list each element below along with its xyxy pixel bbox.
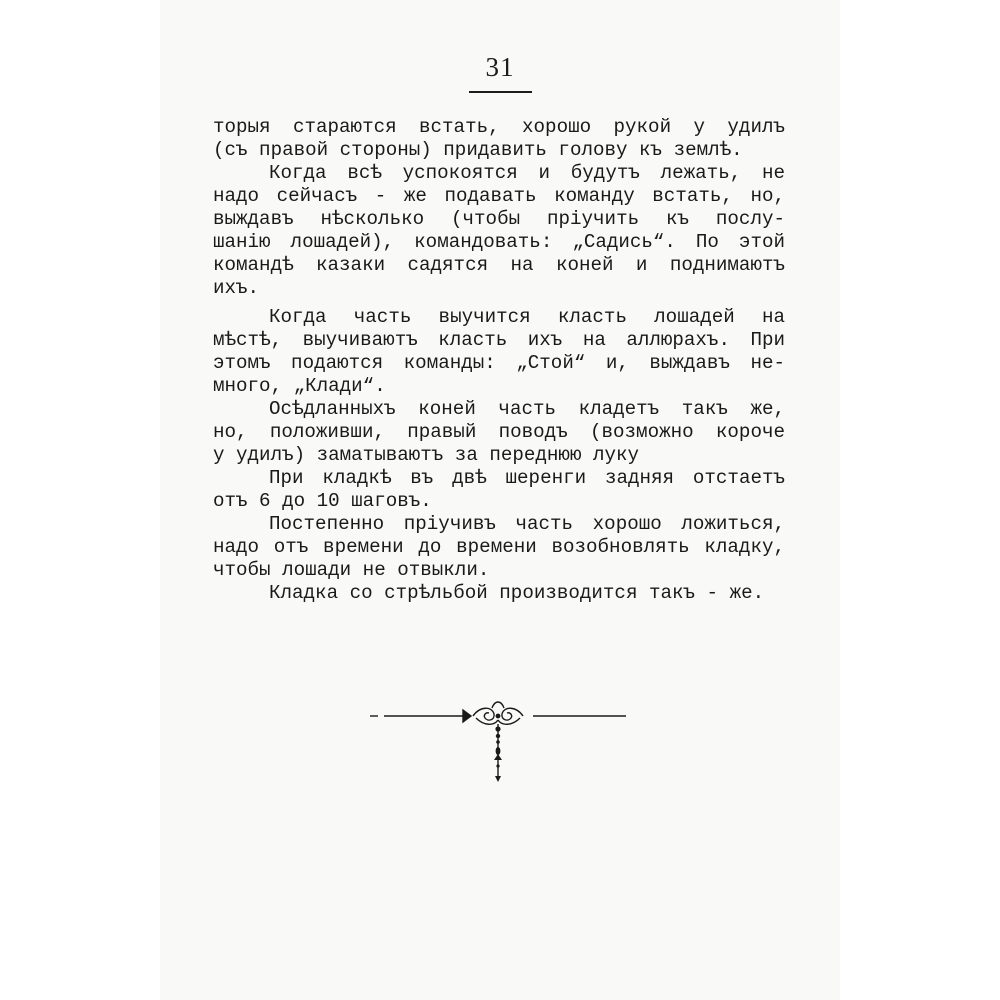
body-text: [213, 116, 785, 605]
text-line: много, „Клади“.: [213, 375, 386, 397]
tailpiece-ornament-icon: [368, 696, 632, 786]
paragraph: [213, 398, 785, 467]
text-line: командѣ казаки садятся на коней и поднимаютъ: [213, 254, 785, 276]
text-line: надо отъ времени до времени возобновлять кладку,: [213, 536, 785, 558]
paragraph: [213, 306, 785, 398]
text-line: ихъ.: [213, 277, 260, 299]
text-line: Кладка со стрѣльбой производится такъ - же.: [269, 582, 765, 604]
text-line: торыя стараются встать, хорошо рукой у удилъ: [213, 116, 785, 138]
paragraph: [213, 467, 785, 513]
text-line: Постепенно пріучивъ часть хорошо ложиться,: [269, 513, 785, 535]
page-number: 31: [485, 52, 515, 82]
text-line: отъ 6 до 10 шаговъ.: [213, 490, 432, 512]
text-line: этомъ подаются команды: „Стой“ и, выждавъ не-: [213, 352, 785, 374]
text-line: надо сейчасъ - же подавать команду встать, но,: [213, 185, 785, 207]
text-line: Осѣдланныхъ коней часть кладетъ такъ же,: [269, 398, 785, 420]
paragraph: [213, 162, 785, 300]
paragraph: [213, 513, 785, 582]
text-line: При кладкѣ въ двѣ шеренги задняя отстаетъ: [269, 467, 785, 489]
paragraph: [213, 582, 785, 605]
text-line: но, положивши, правый поводъ (возможно короче: [213, 421, 785, 443]
text-line: выждавъ нѣсколько (чтобы пріучить къ послу-: [213, 208, 785, 230]
text-line: (съ правой стороны) придавить голову къ землѣ.: [213, 139, 743, 161]
text-line: Когда всѣ успокоятся и будутъ лежать, не: [269, 162, 785, 184]
paragraph: [213, 116, 785, 162]
text-line: у удилъ) заматываютъ за переднюю луку: [213, 444, 640, 466]
text-line: мѣстѣ, выучиваютъ класть ихъ на аллюрахъ. При: [213, 329, 785, 351]
page-number-underline: [469, 91, 532, 93]
text-line: чтобы лошади не отвыкли.: [213, 559, 490, 581]
text-line: Когда часть выучится класть лошадей на: [269, 306, 785, 328]
text-line: шанію лошадей), командовать: „Садись“. По этой: [213, 231, 785, 253]
